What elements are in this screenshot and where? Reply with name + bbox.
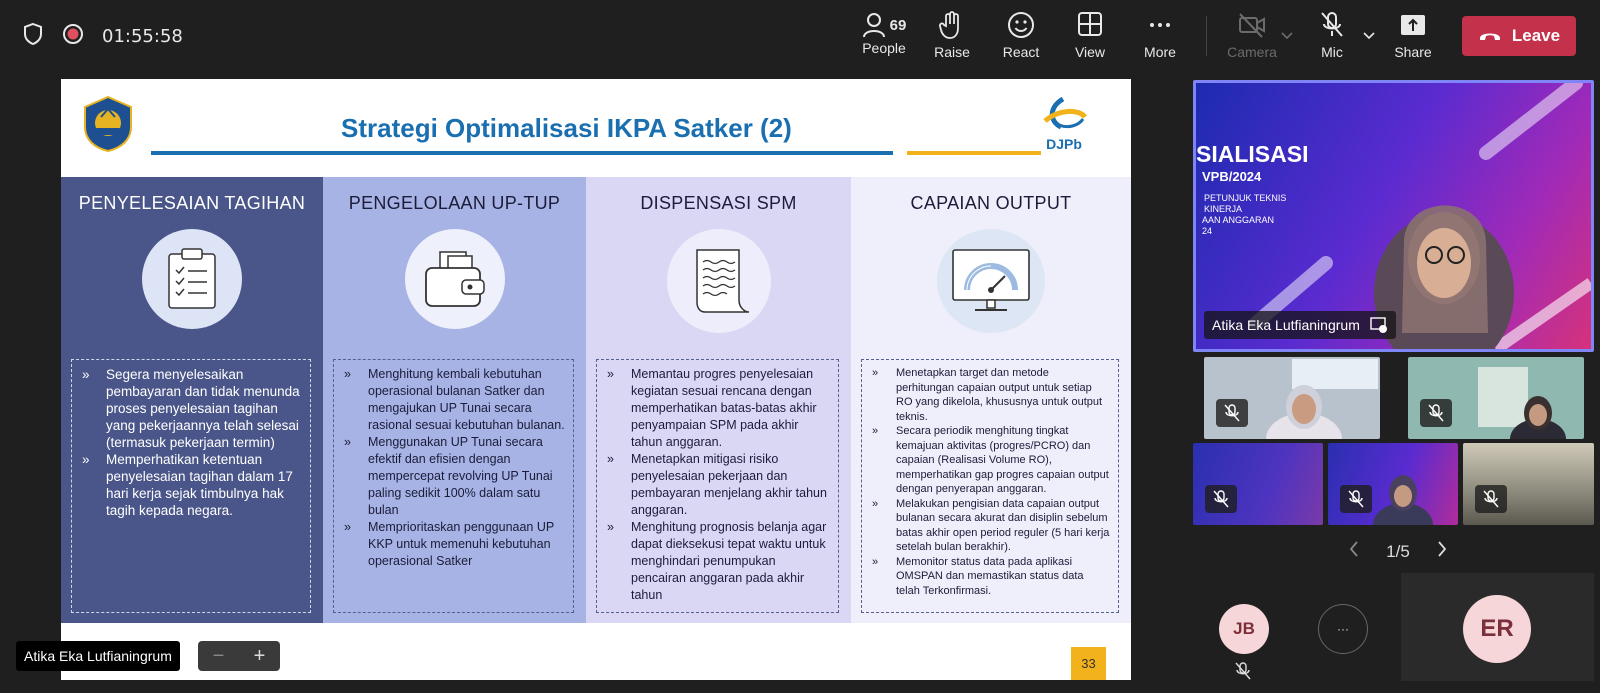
- smiley-icon: [1007, 10, 1035, 40]
- muted-mic-icon: [1475, 485, 1507, 513]
- toolbar-divider: [1206, 16, 1207, 56]
- video-bg-text: KINERJA: [1204, 204, 1243, 214]
- participant-avatar-er: ER: [1463, 595, 1531, 663]
- camera-button[interactable]: [1220, 10, 1284, 66]
- participant-tile-er[interactable]: [1401, 573, 1594, 681]
- react-button[interactable]: [989, 10, 1053, 66]
- shared-slide: [61, 79, 1131, 680]
- ellipsis-icon: [1147, 10, 1173, 40]
- participant-video-tile[interactable]: [1328, 443, 1458, 525]
- video-bg-text: AAN ANGGARAN: [1202, 215, 1275, 225]
- share-label: Share: [1394, 44, 1432, 60]
- speaker-name-chip: [1204, 311, 1396, 339]
- list-item: » Melakukan pengisian data capaian output bulanan secara akurat dan disiplin sebelum batas akhir open period reguler (5 hari kerja setelah bulan berakhir).: [872, 497, 1110, 555]
- more-participants-button[interactable]: ···: [1318, 604, 1368, 654]
- pager-label: 1/5: [1386, 541, 1410, 561]
- wallet-icon: [405, 229, 505, 329]
- more-label: More: [1144, 44, 1176, 60]
- zoom-out-button[interactable]: −: [212, 644, 225, 667]
- column-pengelolaan-up-tup: [323, 177, 586, 623]
- people-button[interactable]: [852, 10, 916, 66]
- muted-mic-icon: [1205, 485, 1237, 513]
- more-button[interactable]: [1128, 10, 1192, 66]
- list-item: » Memprioritaskan penggunaan UP KKP untuk memenuhi kebutuhan operasional Satker: [344, 519, 565, 570]
- muted-mic-icon: [1420, 399, 1452, 427]
- mic-button[interactable]: [1300, 10, 1364, 66]
- camera-label: Camera: [1227, 44, 1277, 60]
- recording-icon: [62, 23, 84, 50]
- list-item: » Secara periodik menghitung tingkat kemajuan aktivitas (progres/PCRO) dan capaian (Realisasi Volume RO), memperhatikan gap progres capaian output dengan penyerapan anggaran.: [872, 424, 1110, 497]
- leave-label: Leave: [1511, 26, 1561, 45]
- share-icon: [1400, 10, 1426, 40]
- list-item: » Menghitung prognosis belanja agar dapat dieksekusi tepat waktu untuk menghindari penumpukan pencairan anggaran pada akhir tahun: [607, 519, 830, 604]
- monitor-gauge-icon: [937, 229, 1045, 333]
- leave-button[interactable]: [1462, 16, 1576, 56]
- participant-figure: [1264, 377, 1344, 439]
- participant-video-tile[interactable]: [1204, 357, 1380, 439]
- muted-mic-icon: [1234, 661, 1252, 686]
- video-bg-text: VPB/2024: [1202, 169, 1262, 184]
- view-button[interactable]: [1058, 10, 1122, 66]
- title-underline-blue: [151, 151, 893, 155]
- people-icon: [862, 12, 886, 38]
- participant-video-tile[interactable]: [1463, 443, 1594, 525]
- column-content-box: [333, 359, 574, 613]
- chevron-right-icon[interactable]: [1436, 540, 1448, 563]
- video-bg-text: SIALISASI: [1196, 141, 1309, 167]
- video-bg-text: 24: [1202, 226, 1213, 236]
- mic-off-icon: [1319, 10, 1345, 40]
- meeting-timer: 01:55:58: [102, 26, 183, 47]
- column-content-box: [71, 359, 311, 613]
- mic-options-chevron-icon[interactable]: [1362, 28, 1376, 46]
- gallery-pager: [1348, 540, 1448, 563]
- djpb-swirl-icon: [1039, 95, 1089, 133]
- speaker-video-tile[interactable]: [1193, 80, 1594, 352]
- participant-video-tile[interactable]: [1193, 443, 1323, 525]
- camera-options-chevron-icon[interactable]: [1280, 28, 1294, 46]
- column-content-box: [861, 359, 1119, 613]
- column-heading: CAPAIAN OUTPUT: [910, 193, 1072, 213]
- list-item: » Memantau progres penyelesaian kegiatan sesuai rencana dengan memperhatikan batas-batas akhir penyampaian SPM pada akhir tahun anggaran.: [607, 366, 830, 451]
- list-item: » Menetapkan mitigasi risiko penyelesaian pekerjaan dan pembayaran menjelang akhir tahun anggaran.: [607, 451, 830, 519]
- djpb-logo: [1035, 95, 1093, 152]
- list-item: » Memperhatikan ketentuan penyelesaian tagihan dalam 17 hari kerja sejak timbulnya hak tagih kepada negara.: [82, 451, 302, 519]
- slide-page-number: 33: [1071, 647, 1106, 680]
- kemenkeu-logo: [79, 95, 137, 158]
- list-item: » Menghitung kembali kebutuhan operasional bulanan Satker dan mengajukan UP Tunai secara rasional sesuai kebutuhan bulanan.: [344, 366, 565, 434]
- muted-mic-icon: [1216, 399, 1248, 427]
- react-label: React: [1002, 44, 1040, 60]
- column-content-box: [596, 359, 839, 613]
- column-dispensasi-spm: [586, 177, 851, 623]
- share-button[interactable]: [1381, 10, 1445, 66]
- meeting-status: [22, 22, 183, 51]
- muted-mic-icon: [1340, 485, 1372, 513]
- participant-video-tile[interactable]: [1408, 357, 1584, 439]
- people-label: People: [862, 40, 906, 56]
- column-heading: DISPENSASI SPM: [640, 193, 797, 213]
- screen-share-icon: [1370, 317, 1388, 333]
- zoom-in-button[interactable]: +: [253, 644, 266, 667]
- phone-hangup-icon: [1478, 29, 1502, 43]
- mic-label: Mic: [1321, 44, 1343, 60]
- video-background-graphic: [1196, 83, 1591, 349]
- view-label: View: [1074, 44, 1106, 60]
- hand-icon: [939, 10, 965, 40]
- video-bg-text: PETUNJUK TEKNIS: [1204, 193, 1287, 203]
- chevron-left-icon[interactable]: [1348, 540, 1360, 563]
- column-heading: PENGELOLAAN UP-TUP: [348, 193, 561, 213]
- list-item: » Menggunakan UP Tunai secara efektif dan efisien dengan mempercepat revolving UP Tunai paling sedikit 100% dalam satu bulan: [344, 434, 565, 519]
- raise-label: Raise: [934, 44, 970, 60]
- column-penyelesaian-tagihan: [61, 177, 323, 623]
- people-count: 69: [889, 16, 907, 34]
- list-item: » Memonitor status data pada aplikasi OMSPAN dan memastikan status data telah Terkonfirmasi.: [872, 555, 1110, 599]
- presenter-name-chip: Atika Eka Lutfianingrum: [16, 641, 180, 671]
- list-item: » Menetapkan target dan metode perhitungan capaian output untuk setiap RO yang dikelola, khususnya untuk output teknis.: [872, 366, 1110, 424]
- speaker-name: Atika Eka Lutfianingrum: [1212, 317, 1360, 333]
- meeting-toolbar: [0, 0, 1600, 73]
- document-icon: [667, 229, 771, 333]
- title-underline-gold: [907, 151, 1041, 155]
- shield-icon[interactable]: [22, 22, 44, 51]
- column-capaian-output: [851, 177, 1131, 623]
- participant-figure: [1508, 387, 1568, 439]
- djpb-logo-text: DJPb: [1046, 136, 1082, 152]
- list-item: » Segera menyelesaikan pembayaran dan tidak menunda proses penyelesaian tagihan yang pekerjaannya telah selesai (termasuk pekerjaan termin): [82, 366, 302, 451]
- column-heading: PENYELESAIAN TAGIHAN: [78, 193, 306, 213]
- grid-icon: [1077, 10, 1103, 40]
- zoom-controls: [198, 641, 280, 671]
- participant-figure: [1368, 465, 1438, 525]
- raise-hand-button[interactable]: [920, 10, 984, 66]
- camera-off-icon: [1237, 10, 1267, 40]
- slide-title: Strategi Optimalisasi IKPA Satker (2): [341, 113, 792, 143]
- participant-avatar-jb[interactable]: JB: [1219, 604, 1269, 654]
- clipboard-icon: [142, 229, 242, 329]
